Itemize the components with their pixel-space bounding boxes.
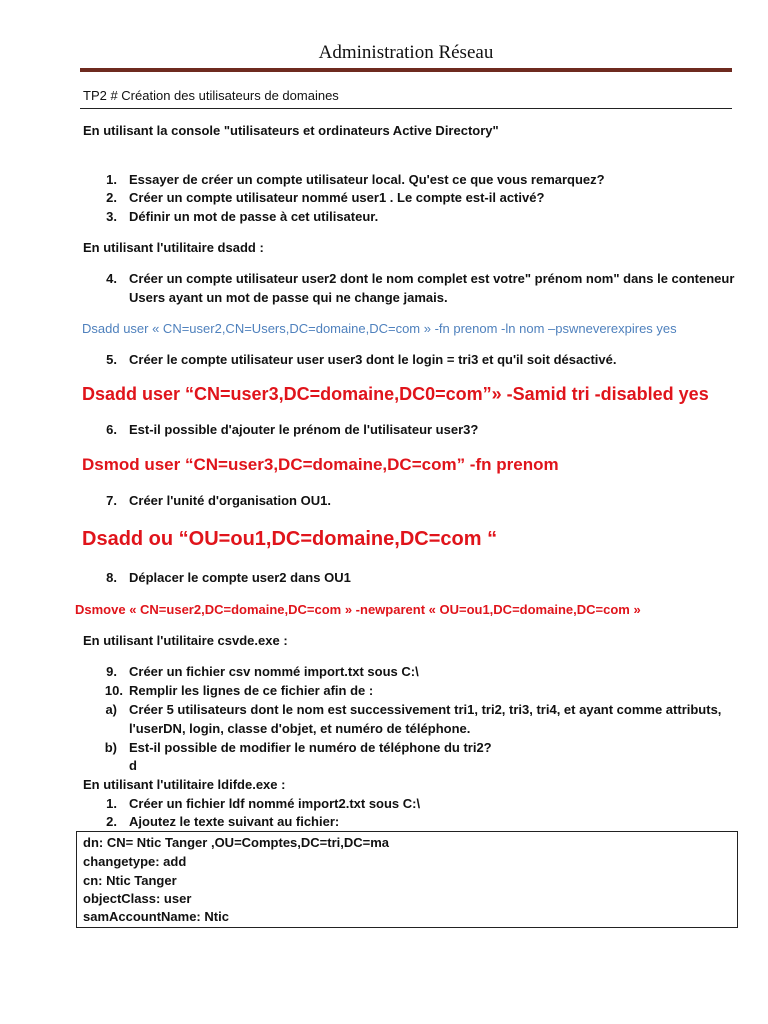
item-text: Créer un compte utilisateur user2 dont le nom complet est votre" prénom nom" dans le conteneur [129,271,735,286]
section-csvde: En utilisant l'utilitaire csvde.exe : [83,633,288,648]
answer-6: Dsmod user “CN=user3,DC=domaine,DC=com” -fn prenom [82,455,559,474]
item-number: 8. [106,570,117,585]
item-number: 1. [106,172,117,187]
section-dsadd: En utilisant l'utilitaire dsadd : [83,240,264,255]
ldif-line: cn: Ntic Tanger [83,873,177,888]
item-text: Créer l'unité d'organisation OU1. [129,493,331,508]
ldif-code-box [76,831,738,928]
answer-5: Dsadd user “CN=user3,DC=domaine,DC0=com”» -Samid tri -disabled yes [82,384,709,404]
item-number: 5. [106,352,117,367]
ldif-line: dn: CN= Ntic Tanger ,OU=Comptes,DC=tri,DC=ma [83,835,390,850]
item-text: Créer 5 utilisateurs dont le nom est successivement tri1, tri2, tri3, tri4, et ayant comme attributs, [129,702,722,717]
item-text-cont: Users ayant un mot de passe qui ne change jamais. [129,290,448,305]
answer-4: Dsadd user « CN=user2,CN=Users,DC=domaine,DC=com » -fn prenom -ln nom –pswneverexpires yes [82,321,677,336]
item-text: Est-il possible d'ajouter le prénom de l'utilisateur user3? [129,422,479,437]
item-text: Déplacer le compte user2 dans OU1 [129,570,351,585]
page-title: Administration Réseau [318,42,494,63]
item-number: 1. [106,796,117,811]
section-console: En utilisant la console "utilisateurs et ordinateurs Active Directory" [83,123,499,138]
item-number: 2. [106,814,117,829]
section-ldifde: En utilisant l'utilitaire ldifde.exe : [83,777,286,792]
item-text: Créer un fichier csv nommé import.txt sous C:\ [129,664,419,679]
item-text: Essayer de créer un compte utilisateur local. Qu'est ce que vous remarquez? [129,172,605,187]
item-number: 4. [106,271,117,286]
title-rule [80,68,732,72]
ldif-line: objectClass: user [83,891,192,906]
item-number: 3. [106,209,117,224]
item-text: Ajoutez le texte suivant au fichier: [129,814,340,829]
item-number: 7. [106,493,117,508]
ldif-line: samAccountName: Ntic [83,909,229,924]
item-number: 10. [104,683,123,698]
ldif-line: changetype: add [83,854,187,869]
item-text: Remplir les lignes de ce fichier afin de : [129,683,374,698]
heading-rule [80,108,732,109]
item-number: b) [104,740,117,755]
item-number: 2. [106,190,117,205]
item-text: Créer un fichier ldf nommé import2.txt sous C:\ [129,796,421,811]
item-text: Créer un compte utilisateur nommé user1 . Le compte est-il activé? [129,190,545,205]
item-number: a) [105,702,117,717]
item-text-cont: d [129,758,137,773]
item-text: Définir un mot de passe à cet utilisateur. [129,209,379,224]
item-text-cont: l'userDN, login, classe d'objet, et numéro de téléphone. [129,721,471,736]
item-text: Est-il possible de modifier le numéro de téléphone du tri2? [129,740,492,755]
item-number: 9. [106,664,117,679]
answer-8: Dsmove « CN=user2,DC=domaine,DC=com » -newparent « OU=ou1,DC=domaine,DC=com » [75,602,641,617]
tp-heading: TP2 # Création des utilisateurs de domaines [83,88,339,103]
answer-7: Dsadd ou “OU=ou1,DC=domaine,DC=com “ [82,528,498,550]
item-text: Créer le compte utilisateur user user3 dont le login = tri3 et qu'il soit désactivé. [129,352,617,367]
item-number: 6. [106,422,117,437]
